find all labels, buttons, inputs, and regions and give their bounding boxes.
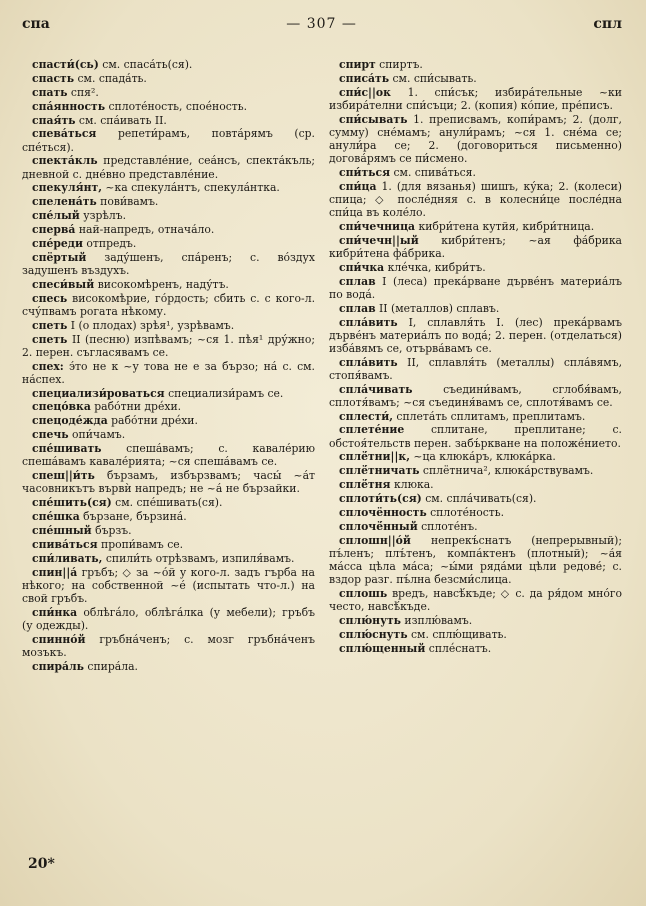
entry-headword: сплю́нуть — [339, 613, 401, 627]
dictionary-entry — [22, 181, 315, 194]
entry-translation: спили́ть отрѣзвамъ, изпиля́вамъ. — [102, 551, 295, 565]
dictionary-entry — [22, 58, 315, 71]
entry-headword: сплошн||о́й — [339, 533, 411, 547]
entry-translation: бързъ. — [91, 523, 132, 537]
header-right-guideword: спл — [593, 16, 622, 32]
entry-translation: бързане, бързина́. — [79, 510, 187, 524]
entry-translation: съедини́вамъ, сглобя́вамъ, сплотя́вамъ; ~ся съединя́вамъ се, сплотя́вамъ се. — [329, 382, 622, 409]
entry-translation: гръбъ; ◇ за ~о́й у кого-л. задъ гърба на нѣкого; на собственной ~е́ (испытать что-л.) на свой гръбъ. — [22, 565, 315, 605]
entry-headword: спла́вить — [339, 355, 398, 369]
entry-headword: списа́ть — [339, 71, 390, 85]
entry-translation: см. спива́ться. — [390, 165, 476, 179]
entry-translation: гръбна́ченъ; с. мозг гръбна́ченъ мозъкъ. — [22, 632, 315, 659]
left-column — [22, 58, 315, 674]
entry-headword: спеть — [32, 332, 68, 346]
entry-translation: клюка. — [390, 478, 434, 492]
dictionary-entry — [329, 534, 622, 586]
dictionary-entry — [22, 100, 315, 113]
entry-translation: см. спла́чивать(ся). — [421, 492, 537, 506]
dictionary-entry — [329, 275, 622, 301]
entry-headword: спла́чивать — [339, 382, 413, 396]
entry-headword: спева́ться — [32, 127, 97, 141]
entry-headword: спирт — [339, 58, 376, 71]
entry-translation: опи́чамъ. — [68, 428, 126, 442]
dictionary-entry — [22, 127, 315, 153]
entry-translation: клéчка, кибри́тъ. — [384, 260, 486, 274]
entry-headword: сплести́, — [339, 409, 393, 423]
dictionary-entry — [329, 166, 622, 179]
entry-headword: спинно́й — [32, 632, 86, 646]
entry-headword: сперва́ — [32, 223, 76, 237]
entry-headword: спира́ль — [32, 659, 84, 673]
entry-translation: сплоте́ность. — [426, 506, 505, 520]
entry-headword: спе́шный — [32, 523, 92, 537]
entry-translation: I (леса) прекáрване дърве́нъ материа́лъ по водá. — [329, 274, 622, 301]
entry-translation: 1. спи́сък; избира́тельные ~ки избира́телни спи́съци; 2. (копия) ко́пие, пре́писъ. — [329, 85, 622, 112]
entry-headword: сплё́тничать — [339, 464, 420, 478]
entry-headword: спасть — [32, 71, 75, 85]
dictionary-entry — [22, 237, 315, 250]
entry-headword: спи́чечница — [339, 219, 416, 233]
entry-translation: II, сплавля́ть (металлы) спла́вямъ, стопя́вамъ. — [329, 355, 622, 382]
dictionary-entry — [329, 587, 622, 613]
entry-headword: спецо́вка — [32, 400, 91, 414]
dictionary-entry — [329, 113, 622, 165]
dictionary-entry — [329, 356, 622, 382]
entry-headword: сплочённость — [339, 506, 427, 520]
entry-translation: рабо́тни дрéхи. — [90, 400, 182, 414]
entry-headword: спеси́вый — [32, 277, 95, 291]
entry-translation: пови́вамъ. — [96, 195, 159, 209]
entry-headword: сплоти́ть(ся) — [339, 492, 422, 506]
signature-mark: 20* — [28, 856, 55, 872]
entry-headword: сплав — [339, 274, 376, 288]
dictionary-entry — [329, 478, 622, 491]
entry-translation: спеша́вамъ; с. кавале́рию спеша́вамъ кавале́рията; ~ся спеша́вамъ се. — [22, 442, 315, 469]
entry-translation: 1. преписвамъ, копи́рамъ; 2. (долг, сумму) сне́мамъ; анули́рамъ; ~ся 1. сне́ма се; анули́ра се; 2. (договориться письменно) догова́рямъ се пи́смено. — [329, 112, 622, 166]
entry-translation: см. спада́ть. — [74, 71, 147, 85]
entry-translation: спиртъ. — [375, 58, 423, 71]
dictionary-entry — [329, 642, 622, 655]
dictionary-entry — [22, 195, 315, 208]
page-number: — 307 — — [286, 16, 357, 32]
entry-headword: спи́сывать — [339, 112, 408, 126]
dictionary-entry — [22, 552, 315, 565]
dictionary-entry — [22, 360, 315, 386]
entry-translation: отпредъ. — [82, 236, 137, 250]
entry-translation: изплю́вамъ. — [401, 613, 473, 627]
entry-translation: сплётничa², клюка́рствувамъ. — [419, 464, 594, 478]
dictionary-entry — [329, 492, 622, 505]
entry-translation: сплитане, преплитане; с. обстоя́тельств перен. забъ́ркване на положе́нието. — [329, 423, 622, 450]
entry-translation: сплета́ть сплитамъ, преплитамъ. — [393, 409, 586, 423]
dictionary-entry — [22, 86, 315, 99]
entry-headword: спи́нка — [32, 605, 78, 619]
entry-headword: спе́шка — [32, 510, 80, 524]
entry-headword: спи́ливать, — [32, 551, 103, 565]
entry-headword: спая́ть — [32, 113, 76, 127]
entry-translation: специализи́рамъ се. — [164, 386, 284, 400]
entry-headword: сплё́тня — [339, 478, 391, 492]
entry-translation: см. сплю́щивать. — [407, 627, 507, 641]
dictionary-entry — [22, 251, 315, 277]
dictionary-entry — [22, 538, 315, 551]
dictionary-entry — [329, 180, 622, 219]
entry-headword: спла́вить — [339, 315, 398, 329]
dictionary-entry — [329, 520, 622, 533]
entry-headword: спе́шивать — [32, 442, 102, 456]
dictionary-entry — [22, 442, 315, 468]
entry-translation: кибри́тенъ; ~ая фа́брика кибри́тена фа́брика. — [329, 233, 622, 260]
entry-translation: сплоте́нъ. — [417, 519, 478, 533]
entry-translation: облѣгáло, облѣга́лка (у мебели); гръбъ (у одежды). — [22, 605, 315, 632]
entry-translation: високомѣренъ, наду́тъ. — [94, 277, 229, 291]
dictionary-entry — [22, 524, 315, 537]
dictionary-entry — [22, 114, 315, 127]
dictionary-entry — [329, 423, 622, 449]
entry-translation: 1. (для вязанья) шишъ, ку́ка; 2. (колеси) спица; ◇ после́дняя с. в колесни́це после́дна спи́ца въ коле́ло. — [329, 179, 622, 220]
entry-headword: сплошь — [339, 586, 388, 600]
entry-translation: репети́рамъ, повта́рямъ (ср. спе́ться). — [22, 127, 315, 154]
entry-headword: спи́чечн||ый — [339, 233, 419, 247]
entry-headword: спецоде́жда — [32, 414, 108, 428]
entry-headword: спеть — [32, 318, 68, 332]
dictionary-entry — [22, 606, 315, 632]
entry-headword: спать — [32, 85, 68, 99]
dictionary-entry — [329, 302, 622, 315]
entry-translation: сплéснатъ. — [425, 641, 492, 655]
dictionary-entry — [22, 660, 315, 673]
entry-headword: спеш||и́ть — [32, 469, 95, 483]
entry-translation: узрѣлъ. — [79, 209, 127, 223]
dictionary-entry — [329, 58, 622, 71]
entry-translation: непрекъ́снатъ (непрерывный); пъ́ленъ; плъ́тенъ, компа́ктенъ (плотный); ~а́я ма́сса цѣла ма́са; ~ы́ми ряда́ми цѣли редове́; с. вздор разг. пъ́лна безсми́слица. — [329, 533, 622, 587]
entry-translation: I (о плодах) зрѣя¹, узрѣвамъ. — [67, 318, 235, 332]
entry-headword: сплете́ние — [339, 423, 405, 437]
entry-headword: спи́ца — [339, 179, 377, 193]
entry-headword: спесь — [32, 291, 68, 305]
right-column — [329, 58, 622, 674]
dictionary-entry — [329, 261, 622, 274]
entry-translation: пропи́вамъ се. — [97, 537, 184, 551]
entry-translation: II (песню) изпѣвамъ; ~ся 1. пѣя¹ дру́жно; 2. перен. съгласявамъ се. — [22, 332, 315, 359]
entry-translation: ~ца клюка́ръ, клюка́рка. — [409, 450, 556, 464]
dictionary-entry — [329, 86, 622, 112]
entry-translation: см. спе́шивать(ся). — [111, 496, 223, 510]
dictionary-entry — [22, 72, 315, 85]
entry-headword: спасти́(сь) — [32, 58, 99, 71]
entry-translation: см. спа́ивать II. — [75, 113, 167, 127]
dictionary-entry — [329, 450, 622, 463]
dictionary-entry — [22, 333, 315, 359]
dictionary-entry — [22, 319, 315, 332]
entry-headword: спечь — [32, 428, 69, 442]
entry-translation: рабо́тни дрéхи. — [107, 414, 198, 428]
dictionary-entry — [22, 223, 315, 236]
dictionary-entry — [329, 234, 622, 260]
dictionary-entry — [329, 316, 622, 355]
dictionary-entry — [329, 628, 622, 641]
entry-translation: бързамъ, избързвамъ; часы́ ~а́т часовникътъ вървѝ напредъ; не ~а́ не бързайки. — [22, 469, 315, 496]
dictionary-entry — [329, 614, 622, 627]
entry-translation: I, сплавля́ть I. (лес) прекáрвамъ дърве́нъ материа́лъ по вода́; 2. перен. (отделаться) изба́вямъ се, отърва́вамъ се. — [329, 315, 622, 355]
entry-translation: II (металлов) сплавъ. — [375, 301, 500, 315]
entry-headword: сплю́снуть — [339, 627, 408, 641]
entry-translation: високомѣрие, го́рдость; сбить с. с кого-л. счу́пвамъ рогата нѣкому. — [22, 291, 315, 318]
entry-translation: э́то не к ~у това не е за бързо; на́ с. см. на́спех. — [22, 359, 315, 386]
entry-headword: спех: — [32, 359, 64, 373]
entry-headword: спекта́кль — [32, 154, 98, 168]
entry-translation: заду́шенъ, спа́ренъ; с. во́здух задушенъ въздухъ. — [22, 250, 315, 277]
dictionary-entry — [329, 506, 622, 519]
entry-headword: спа́янность — [32, 99, 106, 113]
dictionary-entry — [329, 464, 622, 477]
entry-translation: най-напредъ, отнача́ло. — [75, 223, 215, 237]
dictionary-entry — [329, 383, 622, 409]
entry-headword: спин||а́ — [32, 565, 78, 579]
entry-headword: спи́ться — [339, 165, 391, 179]
entry-translation: сплоте́ность, споéность. — [105, 99, 248, 113]
entry-headword: спелена́ть — [32, 195, 97, 209]
dictionary-entry — [22, 414, 315, 427]
dictionary-entry — [22, 292, 315, 318]
dictionary-entry — [22, 387, 315, 400]
entry-headword: сплав — [339, 301, 376, 315]
dictionary-entry — [22, 510, 315, 523]
entry-translation: представле́ние, сеа́нсъ, спекта́къль; дневной с. дне́вно представле́ние. — [22, 154, 315, 181]
dictionary-entry — [22, 154, 315, 180]
entry-translation: спира́ла. — [83, 659, 138, 673]
entry-translation: вредъ, навсѣ́къде; ◇ с. да ря́дом мно́го често, навсѣ́къде. — [329, 586, 622, 614]
dictionary-entry — [329, 72, 622, 85]
entry-translation: кибри́тена кутйя, кибри́тница. — [415, 219, 595, 233]
entry-headword: спе́реди — [32, 236, 83, 250]
dictionary-entry — [22, 633, 315, 659]
entry-headword: спекуля́нт, — [32, 181, 102, 195]
dictionary-entry — [22, 496, 315, 509]
dictionary-entry — [22, 469, 315, 495]
page-header — [22, 16, 622, 40]
dictionary-entry — [329, 220, 622, 233]
entry-translation: спя². — [67, 85, 99, 99]
entry-headword: спи́чка — [339, 260, 385, 274]
entry-headword: спива́ться — [32, 537, 98, 551]
entry-headword: сплочё́нный — [339, 519, 418, 533]
dictionary-entry — [22, 428, 315, 441]
entry-headword: спи́с||ок — [339, 85, 391, 99]
header-left-guideword: спа — [22, 16, 50, 32]
dictionary-entry — [22, 278, 315, 291]
dictionary-entry — [329, 410, 622, 423]
entry-headword: спе́шить(ся) — [32, 496, 112, 510]
entry-headword: спе́лый — [32, 209, 80, 223]
entry-headword: специализи́роваться — [32, 386, 165, 400]
dictionary-entry — [22, 209, 315, 222]
dictionary-entry — [22, 400, 315, 413]
entry-translation: см. спи́сывать. — [389, 71, 477, 85]
entry-translation: ~ка спекула́нтъ, спекула́нтка. — [102, 181, 280, 195]
entry-headword: спёртый — [32, 250, 87, 264]
entry-headword: сплё́тни||к, — [339, 450, 410, 464]
entry-headword: сплю́щенный — [339, 641, 426, 655]
dictionary-columns — [22, 58, 622, 674]
dictionary-entry — [22, 566, 315, 605]
entry-translation: см. спаса́ть(ся). — [98, 58, 193, 71]
